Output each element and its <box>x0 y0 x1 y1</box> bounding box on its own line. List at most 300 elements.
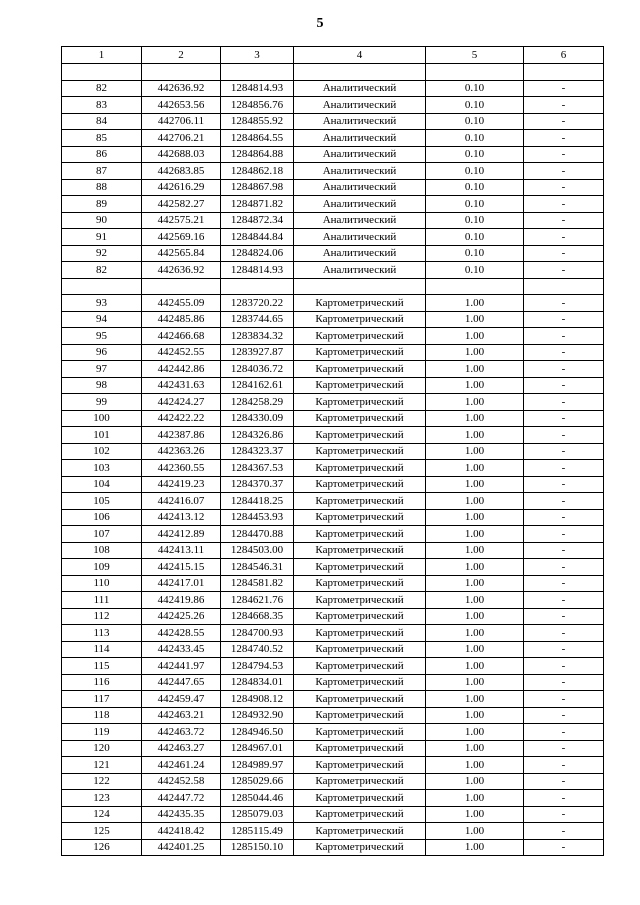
table-cell: 102 <box>62 443 142 460</box>
table-cell: 1.00 <box>426 410 524 427</box>
empty-cell <box>221 278 294 295</box>
table-cell: - <box>524 229 604 246</box>
table-cell: 1284418.25 <box>221 493 294 510</box>
table-cell: Картометрический <box>294 592 426 609</box>
table-cell: - <box>524 493 604 510</box>
table-cell: - <box>524 443 604 460</box>
table-cell: 442428.55 <box>142 625 221 642</box>
table-row <box>62 575 604 592</box>
table-cell: Картометрический <box>294 460 426 477</box>
table-cell: Картометрический <box>294 526 426 543</box>
coordinates-table <box>61 46 604 856</box>
table-cell: 1284330.09 <box>221 410 294 427</box>
table-cell: 442418.42 <box>142 823 221 840</box>
column-header: 3 <box>221 47 294 64</box>
table-cell: 442401.25 <box>142 839 221 856</box>
table-cell: 442416.07 <box>142 493 221 510</box>
table-cell: - <box>524 724 604 741</box>
table-cell: 442455.09 <box>142 295 221 312</box>
table-cell: - <box>524 212 604 229</box>
table-cell: 1.00 <box>426 740 524 757</box>
table-cell: 1.00 <box>426 724 524 741</box>
section-separator-row <box>62 278 604 295</box>
table-cell: 0.10 <box>426 113 524 130</box>
table-cell: 126 <box>62 839 142 856</box>
table-cell: 1284855.92 <box>221 113 294 130</box>
table-cell: 1.00 <box>426 526 524 543</box>
table-cell: 0.10 <box>426 97 524 114</box>
table-cell: 442582.27 <box>142 196 221 213</box>
table-cell: 442412.89 <box>142 526 221 543</box>
table-cell: - <box>524 130 604 147</box>
table-cell: 1284621.76 <box>221 592 294 609</box>
table-cell: 1284864.55 <box>221 130 294 147</box>
table-cell: 1284814.93 <box>221 262 294 279</box>
table-cell: 442419.86 <box>142 592 221 609</box>
table-cell: 1.00 <box>426 641 524 658</box>
table-cell: - <box>524 295 604 312</box>
table-cell: Картометрический <box>294 658 426 675</box>
table-cell: Картометрический <box>294 707 426 724</box>
table-cell: 1284946.50 <box>221 724 294 741</box>
table-cell: - <box>524 691 604 708</box>
empty-cell <box>294 64 426 81</box>
table-cell: Аналитический <box>294 146 426 163</box>
table-cell: - <box>524 806 604 823</box>
table-cell: Картометрический <box>294 724 426 741</box>
table-cell: 123 <box>62 790 142 807</box>
table-cell: 442461.24 <box>142 757 221 774</box>
table-cell: 1284036.72 <box>221 361 294 378</box>
table-cell: 1.00 <box>426 344 524 361</box>
table-cell: - <box>524 542 604 559</box>
table-cell: 442424.27 <box>142 394 221 411</box>
table-cell: 1284740.52 <box>221 641 294 658</box>
table-cell: Картометрический <box>294 608 426 625</box>
table-cell: 1.00 <box>426 493 524 510</box>
table-cell: 122 <box>62 773 142 790</box>
table-cell: 1.00 <box>426 608 524 625</box>
table-cell: 442706.21 <box>142 130 221 147</box>
table-cell: 1284814.93 <box>221 80 294 97</box>
table-cell: 1.00 <box>426 476 524 493</box>
table-cell: - <box>524 608 604 625</box>
table-cell: 85 <box>62 130 142 147</box>
table-cell: Картометрический <box>294 575 426 592</box>
table-cell: 103 <box>62 460 142 477</box>
table-cell: Картометрический <box>294 311 426 328</box>
table-cell: 442435.35 <box>142 806 221 823</box>
empty-cell <box>524 278 604 295</box>
table-cell: 442452.55 <box>142 344 221 361</box>
table-cell: 442463.21 <box>142 707 221 724</box>
empty-cell <box>142 64 221 81</box>
table-cell: - <box>524 625 604 642</box>
table-row <box>62 130 604 147</box>
table-cell: 442575.21 <box>142 212 221 229</box>
table-cell: 1.00 <box>426 625 524 642</box>
table-cell: 0.10 <box>426 163 524 180</box>
table-cell: Аналитический <box>294 245 426 262</box>
table-cell: 1.00 <box>426 542 524 559</box>
table-row <box>62 394 604 411</box>
table-body <box>62 64 604 856</box>
table-cell: 125 <box>62 823 142 840</box>
table-cell: 442413.11 <box>142 542 221 559</box>
empty-cell <box>294 278 426 295</box>
table-cell: Картометрический <box>294 410 426 427</box>
table-row <box>62 509 604 526</box>
table-cell: 1285029.66 <box>221 773 294 790</box>
table-cell: 116 <box>62 674 142 691</box>
table-cell: 1283834.32 <box>221 328 294 345</box>
table-cell: 96 <box>62 344 142 361</box>
table-cell: - <box>524 97 604 114</box>
table-cell: - <box>524 740 604 757</box>
table-cell: Картометрический <box>294 839 426 856</box>
column-header: 6 <box>524 47 604 64</box>
table-row <box>62 196 604 213</box>
table-cell: - <box>524 592 604 609</box>
table-cell: 1.00 <box>426 509 524 526</box>
table-row <box>62 113 604 130</box>
table-cell: 1.00 <box>426 757 524 774</box>
table-cell: - <box>524 427 604 444</box>
table-row <box>62 691 604 708</box>
table-cell: - <box>524 559 604 576</box>
table-cell: - <box>524 245 604 262</box>
table-cell: 442441.97 <box>142 658 221 675</box>
table-row <box>62 592 604 609</box>
table-cell: 1.00 <box>426 443 524 460</box>
table-row <box>62 559 604 576</box>
table-cell: 1283927.87 <box>221 344 294 361</box>
table-row <box>62 707 604 724</box>
table-cell: 1284908.12 <box>221 691 294 708</box>
table-cell: 1.00 <box>426 328 524 345</box>
table-cell: Картометрический <box>294 641 426 658</box>
table-cell: Картометрический <box>294 344 426 361</box>
empty-cell <box>62 64 142 81</box>
table-cell: 1284932.90 <box>221 707 294 724</box>
table-cell: 442569.16 <box>142 229 221 246</box>
table-cell: 120 <box>62 740 142 757</box>
table-cell: 442413.12 <box>142 509 221 526</box>
table-cell: - <box>524 361 604 378</box>
column-header: 5 <box>426 47 524 64</box>
table-cell: Аналитический <box>294 212 426 229</box>
table-row <box>62 80 604 97</box>
table-cell: - <box>524 641 604 658</box>
table-row <box>62 97 604 114</box>
table-cell: Аналитический <box>294 163 426 180</box>
table-cell: 1284989.97 <box>221 757 294 774</box>
table-cell: 1285115.49 <box>221 823 294 840</box>
table-cell: 1.00 <box>426 394 524 411</box>
table-cell: 442706.11 <box>142 113 221 130</box>
table-cell: 1284862.18 <box>221 163 294 180</box>
table-cell: 442360.55 <box>142 460 221 477</box>
table-row <box>62 526 604 543</box>
table-cell: 1284856.76 <box>221 97 294 114</box>
table-cell: 93 <box>62 295 142 312</box>
table-cell: 1.00 <box>426 823 524 840</box>
table-cell: Картометрический <box>294 691 426 708</box>
table-cell: 118 <box>62 707 142 724</box>
table-cell: 94 <box>62 311 142 328</box>
table-cell: 442683.85 <box>142 163 221 180</box>
table-cell: 90 <box>62 212 142 229</box>
table-cell: Картометрический <box>294 559 426 576</box>
table-cell: 112 <box>62 608 142 625</box>
table-row <box>62 460 604 477</box>
table-cell: - <box>524 658 604 675</box>
table-cell: - <box>524 476 604 493</box>
table-cell: 1.00 <box>426 806 524 823</box>
empty-cell <box>426 64 524 81</box>
table-cell: 1.00 <box>426 311 524 328</box>
table-cell: - <box>524 344 604 361</box>
table-cell: - <box>524 394 604 411</box>
table-cell: 1284794.53 <box>221 658 294 675</box>
table-cell: 442485.86 <box>142 311 221 328</box>
table-cell: 442447.65 <box>142 674 221 691</box>
table-cell: Картометрический <box>294 394 426 411</box>
table-cell: 1284864.88 <box>221 146 294 163</box>
table-cell: - <box>524 179 604 196</box>
table-cell: 109 <box>62 559 142 576</box>
table-cell: - <box>524 80 604 97</box>
table-cell: 442422.22 <box>142 410 221 427</box>
table-cell: 108 <box>62 542 142 559</box>
table-cell: - <box>524 707 604 724</box>
table-row <box>62 427 604 444</box>
column-header: 4 <box>294 47 426 64</box>
table-row <box>62 476 604 493</box>
table-row <box>62 311 604 328</box>
table-cell: 1285044.46 <box>221 790 294 807</box>
table-cell: 1.00 <box>426 658 524 675</box>
table-cell: 91 <box>62 229 142 246</box>
table-cell: 1.00 <box>426 839 524 856</box>
table-cell: 442688.03 <box>142 146 221 163</box>
table-cell: 442565.84 <box>142 245 221 262</box>
table-row <box>62 839 604 856</box>
table-cell: 442419.23 <box>142 476 221 493</box>
table-cell: Картометрический <box>294 493 426 510</box>
table-cell: - <box>524 460 604 477</box>
table-cell: - <box>524 790 604 807</box>
table-row <box>62 625 604 642</box>
table-cell: 0.10 <box>426 212 524 229</box>
table-cell: 95 <box>62 328 142 345</box>
table-cell: 98 <box>62 377 142 394</box>
table-row <box>62 542 604 559</box>
table-cell: 442442.86 <box>142 361 221 378</box>
table-cell: 84 <box>62 113 142 130</box>
table-cell: 0.10 <box>426 229 524 246</box>
table-cell: 1284581.82 <box>221 575 294 592</box>
table-cell: - <box>524 575 604 592</box>
table-cell: Картометрический <box>294 377 426 394</box>
table-cell: 1284323.37 <box>221 443 294 460</box>
table-cell: 82 <box>62 80 142 97</box>
table-cell: Картометрический <box>294 674 426 691</box>
table-cell: Картометрический <box>294 427 426 444</box>
table-cell: 442415.15 <box>142 559 221 576</box>
table-cell: 1284967.01 <box>221 740 294 757</box>
table-row <box>62 757 604 774</box>
table-cell: 442447.72 <box>142 790 221 807</box>
table-cell: - <box>524 311 604 328</box>
table-row <box>62 377 604 394</box>
table-cell: 1284700.93 <box>221 625 294 642</box>
column-header: 1 <box>62 47 142 64</box>
table-cell: 82 <box>62 262 142 279</box>
table-cell: 1284834.01 <box>221 674 294 691</box>
table-cell: 1.00 <box>426 559 524 576</box>
table-cell: Картометрический <box>294 757 426 774</box>
table-cell: Картометрический <box>294 509 426 526</box>
empty-cell <box>221 64 294 81</box>
table-cell: 99 <box>62 394 142 411</box>
table-cell: 121 <box>62 757 142 774</box>
table-row <box>62 740 604 757</box>
table-cell: 111 <box>62 592 142 609</box>
table-row <box>62 163 604 180</box>
table-cell: 442636.92 <box>142 80 221 97</box>
table-cell: 442363.26 <box>142 443 221 460</box>
table-cell: - <box>524 674 604 691</box>
table-row <box>62 295 604 312</box>
table-row <box>62 806 604 823</box>
table-cell: 442417.01 <box>142 575 221 592</box>
table-cell: Картометрический <box>294 295 426 312</box>
table-cell: - <box>524 328 604 345</box>
table-cell: 1.00 <box>426 674 524 691</box>
table-cell: 1.00 <box>426 377 524 394</box>
table-cell: 442463.72 <box>142 724 221 741</box>
table-cell: 114 <box>62 641 142 658</box>
table-cell: - <box>524 377 604 394</box>
table-row <box>62 724 604 741</box>
table-cell: 124 <box>62 806 142 823</box>
table-cell: 1284844.84 <box>221 229 294 246</box>
table-cell: 1284470.88 <box>221 526 294 543</box>
table-cell: - <box>524 163 604 180</box>
table-cell: 117 <box>62 691 142 708</box>
column-header: 2 <box>142 47 221 64</box>
table-row <box>62 245 604 262</box>
table-cell: 1.00 <box>426 575 524 592</box>
table-cell: 83 <box>62 97 142 114</box>
table-cell: 1.00 <box>426 361 524 378</box>
table-cell: 107 <box>62 526 142 543</box>
table-cell: 1283720.22 <box>221 295 294 312</box>
table-cell: 1285150.10 <box>221 839 294 856</box>
table-cell: 442431.63 <box>142 377 221 394</box>
table-row <box>62 790 604 807</box>
table-cell: Картометрический <box>294 542 426 559</box>
table-cell: 0.10 <box>426 146 524 163</box>
table-cell: 92 <box>62 245 142 262</box>
table-cell: Картометрический <box>294 625 426 642</box>
table-row <box>62 493 604 510</box>
table-cell: 119 <box>62 724 142 741</box>
table-cell: - <box>524 113 604 130</box>
table-cell: 105 <box>62 493 142 510</box>
table-cell: Аналитический <box>294 179 426 196</box>
table-cell: 442425.26 <box>142 608 221 625</box>
table-cell: 1.00 <box>426 707 524 724</box>
table-cell: 442616.29 <box>142 179 221 196</box>
table-cell: Аналитический <box>294 80 426 97</box>
table-cell: Картометрический <box>294 476 426 493</box>
table-cell: 113 <box>62 625 142 642</box>
table-cell: 1284367.53 <box>221 460 294 477</box>
table-cell: 1284871.82 <box>221 196 294 213</box>
table-cell: - <box>524 509 604 526</box>
table-cell: 1284872.34 <box>221 212 294 229</box>
table-cell: 87 <box>62 163 142 180</box>
table-cell: 1.00 <box>426 691 524 708</box>
table-cell: 110 <box>62 575 142 592</box>
empty-cell <box>142 278 221 295</box>
table-cell: 0.10 <box>426 262 524 279</box>
table-row <box>62 146 604 163</box>
table-cell: 1.00 <box>426 790 524 807</box>
table-cell: 1284370.37 <box>221 476 294 493</box>
table-cell: Аналитический <box>294 97 426 114</box>
table-cell: - <box>524 526 604 543</box>
table-cell: Картометрический <box>294 790 426 807</box>
table-cell: 106 <box>62 509 142 526</box>
table-row <box>62 674 604 691</box>
table-cell: 0.10 <box>426 130 524 147</box>
table-cell: 1.00 <box>426 592 524 609</box>
empty-cell <box>62 278 142 295</box>
table-cell: - <box>524 773 604 790</box>
table-row <box>62 443 604 460</box>
table-cell: 0.10 <box>426 179 524 196</box>
table-cell: 89 <box>62 196 142 213</box>
table-cell: 100 <box>62 410 142 427</box>
table-cell: - <box>524 839 604 856</box>
table-cell: Картометрический <box>294 740 426 757</box>
table-row <box>62 641 604 658</box>
table-cell: Аналитический <box>294 262 426 279</box>
table-cell: 1284668.35 <box>221 608 294 625</box>
table-cell: 104 <box>62 476 142 493</box>
table-cell: 1.00 <box>426 773 524 790</box>
table-cell: 1284503.00 <box>221 542 294 559</box>
table-cell: 442463.27 <box>142 740 221 757</box>
table-row <box>62 344 604 361</box>
page-number: 5 <box>316 16 324 31</box>
table-cell: - <box>524 196 604 213</box>
table-row <box>62 262 604 279</box>
table-header-row <box>62 47 604 64</box>
table-cell: 115 <box>62 658 142 675</box>
table-row <box>62 361 604 378</box>
table-row <box>62 608 604 625</box>
table-cell: Аналитический <box>294 196 426 213</box>
table-cell: 442387.86 <box>142 427 221 444</box>
table-cell: 442653.56 <box>142 97 221 114</box>
table-cell: Картометрический <box>294 328 426 345</box>
table-cell: 1284546.31 <box>221 559 294 576</box>
table-cell: 0.10 <box>426 80 524 97</box>
